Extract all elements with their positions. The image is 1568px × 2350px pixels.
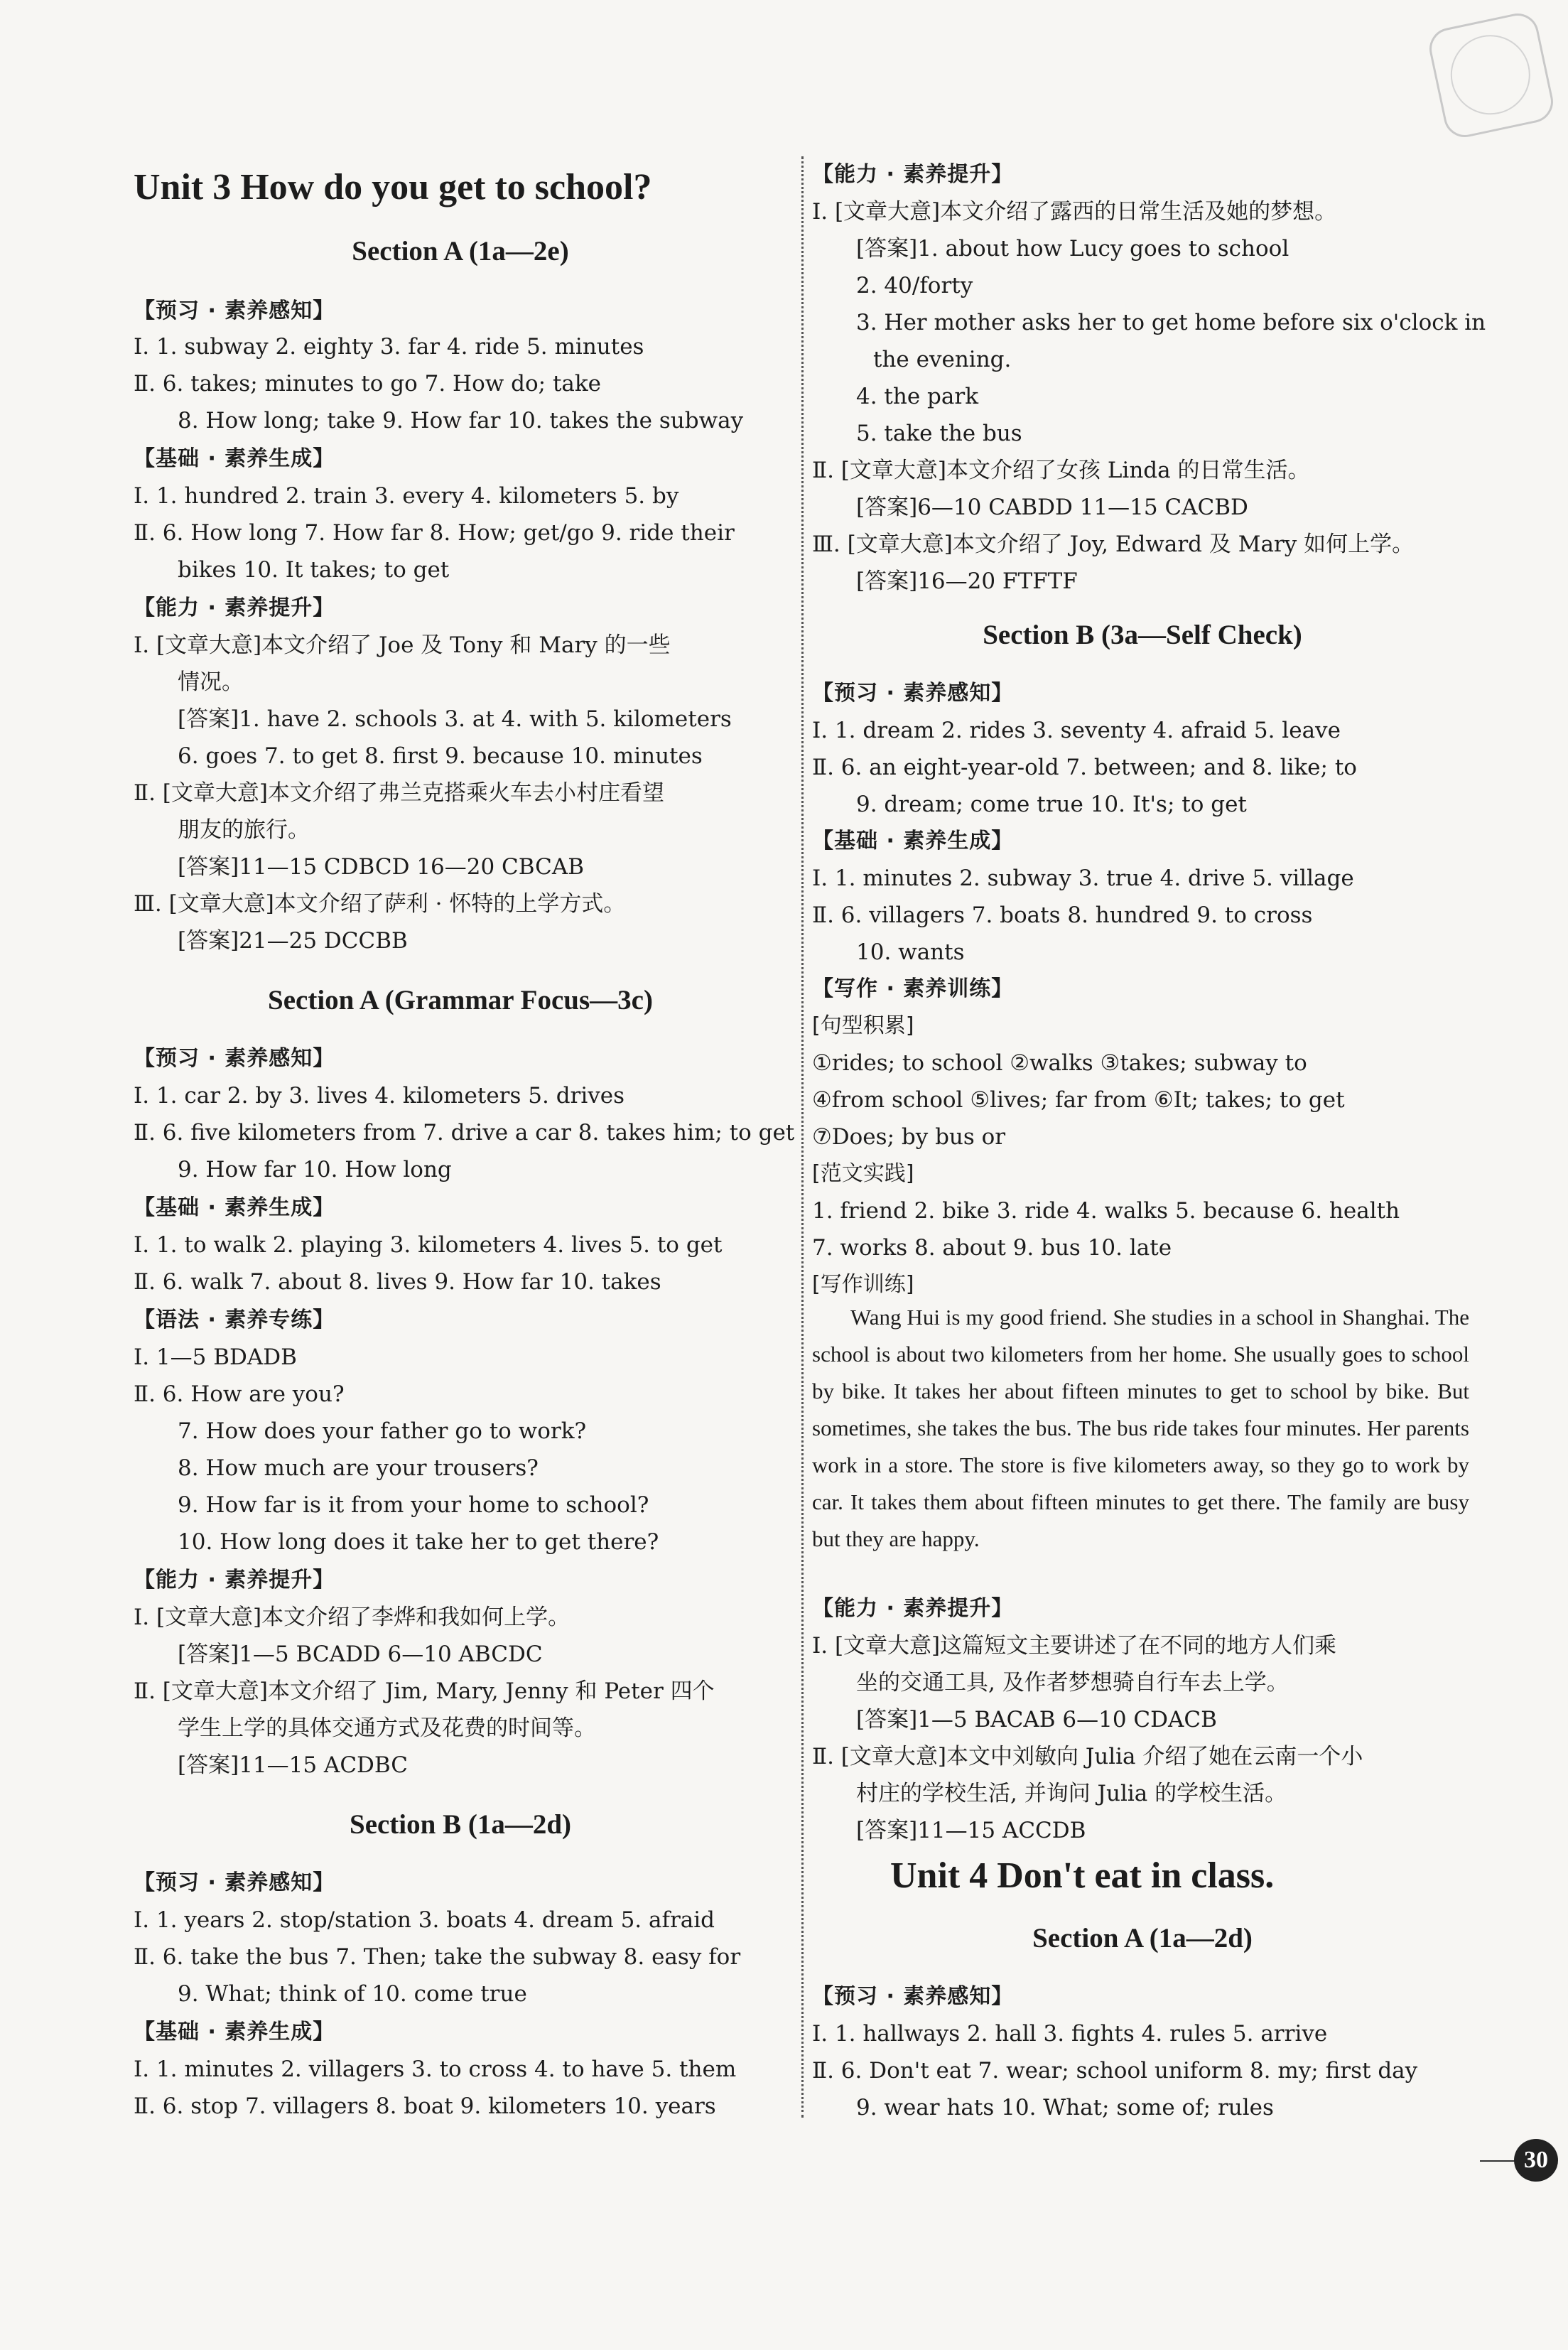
- answer-line: [答案]1—5 BCADD 6—10 ABCDC: [178, 1642, 543, 1667]
- answer-line: Ⅱ. 6. Don't eat 7. wear; school uniform 8. my; first day: [812, 2058, 1418, 2084]
- answer-line: [答案]1. about how Lucy goes to school: [856, 236, 1289, 262]
- answer-line: [答案]6—10 CABDD 11—15 CACBD: [856, 495, 1248, 520]
- answer-line: 4. the park: [856, 384, 978, 409]
- subheading-sentences: [句型积累]: [812, 1013, 914, 1038]
- heading-grammar: 【语法 · 素养专练】: [134, 1308, 335, 1332]
- heading-ability: 【能力 · 素养提升】: [134, 595, 335, 620]
- answer-line: 情况。: [178, 669, 244, 695]
- answer-line: 2. 40/forty: [856, 273, 973, 298]
- heading-basic: 【基础 · 素养生成】: [134, 2020, 335, 2044]
- answer-line: [答案]16—20 FTFTF: [856, 568, 1078, 594]
- heading-ability: 【能力 · 素养提升】: [812, 162, 1014, 187]
- answer-line: Ⅰ. 1. minutes 2. villagers 3. to cross 4. to have 5. them: [134, 2057, 737, 2082]
- answer-line: Ⅰ. 1. subway 2. eighty 3. far 4. ride 5. minutes: [134, 334, 644, 360]
- answer-line: Ⅰ. 1. dream 2. rides 3. seventy 4. afraid 5. leave: [812, 718, 1341, 743]
- answer-line: 朋友的旅行。: [178, 817, 310, 843]
- subheading-model-essay: [范文实践]: [812, 1161, 914, 1186]
- answer-line: Ⅱ. [文章大意]本文介绍了 Jim, Mary, Jenny 和 Peter 四个: [134, 1678, 715, 1704]
- answer-line: Ⅰ. [文章大意]本文介绍了露西的日常生活及她的梦想。: [812, 199, 1337, 225]
- answer-line: Ⅱ. 6. take the bus 7. Then; take the subway 8. easy for: [134, 1944, 741, 1970]
- heading-preview: 【预习 · 素养感知】: [134, 298, 335, 323]
- answer-line: Ⅰ. 1—5 BDADB: [134, 1344, 297, 1370]
- answer-line: Ⅰ. 1. hallways 2. hall 3. fights 4. rules 5. arrive: [812, 2021, 1328, 2047]
- answer-line: Ⅱ. 6. five kilometers from 7. drive a car 8. takes him; to get: [134, 1120, 795, 1146]
- answer-line: 村庄的学校生活, 并询问 Julia 的学校生活。: [856, 1781, 1287, 1806]
- answer-line: 3. Her mother asks her to get home before six o'clock in: [856, 310, 1486, 335]
- answer-line: bikes 10. It takes; to get: [178, 557, 450, 583]
- answer-line: Ⅰ. 1. to walk 2. playing 3. kilometers 4. lives 5. to get: [134, 1232, 723, 1258]
- subheading-writing-practice: [写作训练]: [812, 1272, 914, 1297]
- answer-line: 5. take the bus: [856, 421, 1022, 446]
- answer-line: Ⅱ. 6. stop 7. villagers 8. boat 9. kilometers 10. years: [134, 2093, 716, 2119]
- answer-line: Ⅱ. [文章大意]本文介绍了弗兰克搭乘火车去小村庄看望: [134, 780, 664, 806]
- section-title: Section B (3a—Self Check): [983, 620, 1302, 650]
- answer-line: [答案]11—15 ACDBC: [178, 1752, 408, 1778]
- answer-line: [答案]21—25 DCCBB: [178, 928, 408, 954]
- heading-basic: 【基础 · 素养生成】: [134, 446, 335, 471]
- answer-line: Ⅲ. [文章大意]本文介绍了萨利 · 怀特的上学方式。: [134, 891, 626, 917]
- answer-line: ①rides; to school ②walks ③takes; subway to: [812, 1050, 1307, 1076]
- column-divider: [801, 156, 804, 2118]
- answer-line: Ⅱ. 6. villagers 7. boats 8. hundred 9. to cross: [812, 902, 1313, 928]
- answer-line: Ⅰ. 1. hundred 2. train 3. every 4. kilometers 5. by: [134, 483, 679, 509]
- answer-line: 学生上学的具体交通方式及花费的时间等。: [178, 1715, 596, 1741]
- heading-writing: 【写作 · 素养训练】: [812, 976, 1014, 1001]
- answer-line: 9. What; think of 10. come true: [178, 1981, 527, 2007]
- unit-4-title: Unit 4 Don't eat in class.: [890, 1855, 1275, 1896]
- answer-line: 7. works 8. about 9. bus 10. late: [812, 1235, 1172, 1261]
- answer-line: ⑦Does; by bus or: [812, 1124, 1006, 1150]
- answer-line: 10. How long does it take her to get there?: [178, 1529, 659, 1555]
- unit-3-title: Unit 3 How do you get to school?: [134, 167, 652, 207]
- heading-preview: 【预习 · 素养感知】: [812, 681, 1014, 706]
- answer-line: Ⅰ. [文章大意]本文介绍了 Joe 及 Tony 和 Mary 的一些: [134, 632, 671, 658]
- heading-preview: 【预习 · 素养感知】: [134, 1046, 335, 1071]
- answer-line: 7. How does your father go to work?: [178, 1418, 587, 1444]
- sample-essay: Wang Hui is my good friend. She studies in a school in Shanghai. The school is about two kilometers from her home. She usually goes to school by bike. It takes her about fifteen minutes to get to school by bike. But sometimes, she takes the bus. The bus ride takes four minutes. Her parents work in a store. The store is five kilometers away, so they go to work by car. It takes them about fifteen minutes to get there. The family are busy but they are happy.: [812, 1305, 1469, 1551]
- heading-ability: 【能力 · 素养提升】: [134, 1568, 335, 1592]
- answer-line: 坐的交通工具, 及作者梦想骑自行车去上学。: [856, 1670, 1289, 1696]
- answer-line: [答案]1. have 2. schools 3. at 4. with 5. kilometers: [178, 706, 732, 732]
- answer-line: 9. wear hats 10. What; some of; rules: [856, 2095, 1274, 2120]
- answer-line: [答案]11—15 CDBCD 16—20 CBCAB: [178, 854, 585, 880]
- answer-line: 1. friend 2. bike 3. ride 4. walks 5. because 6. health: [812, 1198, 1400, 1224]
- answer-line: Ⅱ. 6. walk 7. about 8. lives 9. How far 10. takes: [134, 1269, 661, 1295]
- corner-stamp-logo: [1425, 9, 1557, 141]
- answer-line: Ⅰ. [文章大意]这篇短文主要讲述了在不同的地方人们乘: [812, 1633, 1337, 1659]
- answer-line: [答案]1—5 BACAB 6—10 CDACB: [856, 1707, 1217, 1732]
- answer-line: Ⅱ. [文章大意]本文中刘敏向 Julia 介绍了她在云南一个小: [812, 1744, 1363, 1769]
- heading-basic: 【基础 · 素养生成】: [134, 1195, 335, 1220]
- answer-line: 9. How far is it from your home to school?: [178, 1492, 649, 1518]
- page-number: [1483, 2139, 1568, 2182]
- answer-line: 10. wants: [856, 939, 965, 965]
- answer-line: Ⅰ. [文章大意]本文介绍了李烨和我如何上学。: [134, 1605, 571, 1630]
- heading-preview: 【预习 · 素养感知】: [134, 1870, 335, 1895]
- answer-line: 6. goes 7. to get 8. first 9. because 10. minutes: [178, 743, 703, 769]
- answer-line: [答案]11—15 ACCDB: [856, 1818, 1086, 1843]
- section-title: Section A (1a—2e): [352, 236, 569, 266]
- answer-line: Ⅰ. 1. minutes 2. subway 3. true 4. drive 5. village: [812, 866, 1354, 891]
- answer-line: 8. How much are your trousers?: [178, 1455, 539, 1481]
- answer-line: 8. How long; take 9. How far 10. takes the subway: [178, 408, 744, 433]
- answer-line: the evening.: [873, 347, 1012, 372]
- section-title: Section A (Grammar Focus—3c): [268, 985, 653, 1015]
- answer-line: Ⅱ. 6. takes; minutes to go 7. How do; take: [134, 371, 602, 397]
- answer-line: 9. dream; come true 10. It's; to get: [856, 792, 1247, 817]
- answer-line: 9. How far 10. How long: [178, 1157, 452, 1182]
- page-number-badge: 30: [1514, 2139, 1558, 2182]
- answer-line: ④from school ⑤lives; far from ⑥It; takes; to get: [812, 1087, 1345, 1113]
- answer-line: Ⅱ. [文章大意]本文介绍了女孩 Linda 的日常生活。: [812, 458, 1310, 483]
- heading-ability: 【能力 · 素养提升】: [812, 1596, 1014, 1621]
- answer-line: Ⅰ. 1. car 2. by 3. lives 4. kilometers 5. drives: [134, 1083, 625, 1109]
- heading-preview: 【预习 · 素养感知】: [812, 1984, 1014, 2009]
- answer-line: Ⅱ. 6. How are you?: [134, 1381, 345, 1407]
- section-title: Section B (1a—2d): [350, 1809, 571, 1840]
- heading-basic: 【基础 · 素养生成】: [812, 829, 1014, 853]
- answer-line: Ⅱ. 6. How long 7. How far 8. How; get/go 9. ride their: [134, 520, 735, 546]
- section-title: Section A (1a—2d): [1032, 1923, 1253, 1953]
- answer-line: Ⅰ. 1. years 2. stop/station 3. boats 4. dream 5. afraid: [134, 1907, 715, 1933]
- answer-line: Ⅱ. 6. an eight-year-old 7. between; and 8. like; to: [812, 755, 1357, 780]
- answer-line: Ⅲ. [文章大意]本文介绍了 Joy, Edward 及 Mary 如何上学。: [812, 532, 1415, 557]
